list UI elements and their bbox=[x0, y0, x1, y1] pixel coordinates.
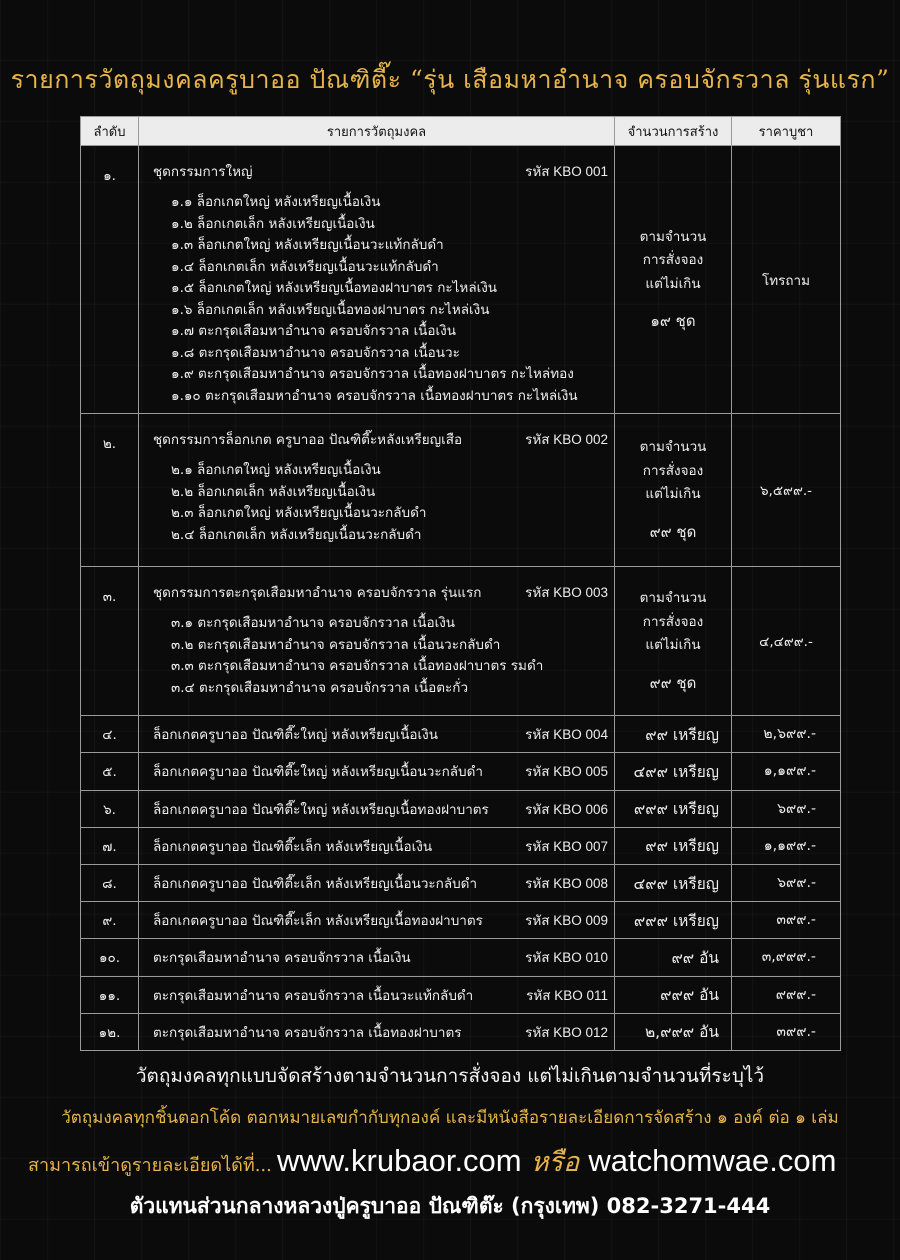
item-name: ตะกรุดเสือมหาอำนาจ ครอบจักรวาล เนื้อนวะแท้กลับดำ bbox=[153, 987, 474, 1004]
row-number: ๕. bbox=[81, 753, 139, 790]
footer-links-lead: สามารถเข้าดูรายละเอียดได้ที่... bbox=[28, 1155, 272, 1176]
item-name-cell bbox=[139, 827, 615, 864]
list-item: ๓.๑ ตะกรุดเสือมหาอำนาจ ครอบจักรวาล เนื้อเงิน bbox=[171, 615, 456, 632]
quantity-count: ๑๙ ชุด bbox=[650, 312, 696, 331]
product-code: รหัส KBO 008 bbox=[525, 876, 608, 892]
quantity-count: ๙๙ ชุด bbox=[649, 522, 697, 541]
price-cell: ๑,๑๙๙.- bbox=[732, 827, 841, 864]
table-row-group bbox=[81, 414, 841, 567]
list-item: ๓.๔ ตะกรุดเสือมหาอำนาจ ครอบจักรวาล เนื้อตะกั่ว bbox=[171, 679, 469, 696]
row-number: ๙. bbox=[81, 902, 139, 939]
product-code: รหัส KBO 005 bbox=[525, 764, 608, 780]
row-number: ๑. bbox=[81, 146, 139, 414]
sub-item-list bbox=[171, 460, 606, 546]
item-name-cell bbox=[139, 1013, 615, 1050]
item-name: ล็อกเกตครูบาออ ปัณฑิตี๊ะใหญ่ หลังเหรียญเนื้อทองฝาบาตร bbox=[153, 801, 489, 818]
item-name-cell bbox=[139, 753, 615, 790]
product-code: รหัส KBO 001 bbox=[525, 164, 608, 179]
item-name: ล็อกเกตครูบาออ ปัณฑิตี๊ะใหญ่ หลังเหรียญเนื้อเงิน bbox=[153, 727, 438, 744]
price-cell: ๙๙๙.- bbox=[732, 976, 841, 1013]
item-name: ล็อกเกตครูบาออ ปัณฑิตี๊ะใหญ่ หลังเหรียญเนื้อนวะกลับดำ bbox=[153, 764, 483, 781]
row-number: ๘. bbox=[81, 864, 139, 901]
list-item: ๓.๓ ตะกรุดเสือมหาอำนาจ ครอบจักรวาล เนื้อทองฝาบาตร รมดำ bbox=[171, 658, 544, 675]
quantity-cell: ๒,๙๙๙ อัน bbox=[615, 1013, 732, 1050]
item-name-cell bbox=[139, 716, 615, 753]
quantity-cell: ๙๙๙ อัน bbox=[615, 976, 732, 1013]
quantity-cell: ๙๙๙ เหรียญ bbox=[615, 790, 732, 827]
item-name-cell bbox=[139, 902, 615, 939]
row-number: ๑๑. bbox=[81, 976, 139, 1013]
list-item: ๑.๓ ล็อกเกตใหญ่ หลังเหรียญเนื้อนวะแท้กลับดำ bbox=[171, 237, 444, 253]
quantity-cell: ๔๙๙ เหรียญ bbox=[615, 753, 732, 790]
row-number: ๓. bbox=[81, 567, 139, 716]
table-row-group bbox=[81, 567, 841, 716]
row-number: ๑๒. bbox=[81, 1013, 139, 1050]
list-item: ๑.๙ ตะกรุดเสือมหาอำนาจ ครอบจักรวาล เนื้อทองฝาบาตร กะไหล่ทอง bbox=[171, 366, 574, 382]
footer-or: หรือ bbox=[530, 1147, 580, 1178]
group-title: ชุดกรรมการล็อกเกต ครูบาออ ปัณฑิตี๊ะหลังเหรียญเสือ bbox=[153, 432, 463, 449]
table-row bbox=[81, 753, 841, 790]
quantity-cell bbox=[615, 146, 732, 414]
product-code: รหัส KBO 011 bbox=[526, 987, 608, 1003]
footer-links bbox=[28, 1140, 836, 1183]
table-row bbox=[81, 939, 841, 976]
group-name-cell bbox=[139, 146, 615, 414]
price-cell: ๒,๖๙๙.- bbox=[732, 716, 841, 753]
product-code: รหัส KBO 010 bbox=[525, 950, 608, 966]
product-code: รหัส KBO 002 bbox=[525, 432, 608, 448]
group-name-cell bbox=[139, 414, 615, 567]
column-header-name: รายการวัตถุมงคล bbox=[139, 117, 615, 146]
price-cell: ๖๙๙.- bbox=[732, 790, 841, 827]
list-item: ๑.๒ ล็อกเกตเล็ก หลังเหรียญเนื้อเงิน bbox=[171, 215, 375, 232]
quantity-condition-line: ตามจำนวน bbox=[639, 228, 707, 245]
list-item: ๑.๑๐ ตะกรุดเสือมหาอำนาจ ครอบจักรวาล เนื้อทองฝาบาตร กะไหล่เงิน bbox=[171, 387, 578, 404]
quantity-condition-line: แต่ไม่เกิน bbox=[645, 637, 701, 654]
quantity-count: ๙๙ ชุด bbox=[649, 673, 697, 692]
quantity-condition-line: ตามจำนวน bbox=[639, 590, 707, 607]
price-list-table bbox=[80, 116, 841, 1051]
row-number: ๖. bbox=[81, 790, 139, 827]
quantity-condition-line: แต่ไม่เกิน bbox=[645, 486, 701, 503]
item-name-cell bbox=[139, 790, 615, 827]
group-title: ชุดกรรมการใหญ่ bbox=[153, 164, 253, 180]
table-row bbox=[81, 1013, 841, 1050]
item-name: ล็อกเกตครูบาออ ปัณฑิตี๊ะเล็ก หลังเหรียญเนื้อเงิน bbox=[153, 838, 433, 855]
quantity-condition-line: การสั่งจอง bbox=[642, 252, 704, 269]
price-cell: โทรถาม bbox=[732, 146, 841, 414]
item-name-cell bbox=[139, 864, 615, 901]
list-item: ๑.๔ ล็อกเกตเล็ก หลังเหรียญเนื้อนวะแท้กลับดำ bbox=[171, 258, 439, 275]
price-cell: ๖,๕๙๙.- bbox=[732, 414, 841, 567]
product-code: รหัส KBO 004 bbox=[525, 727, 608, 743]
quantity-cell: ๙๙๙ เหรียญ bbox=[615, 902, 732, 939]
quantity-condition-line: การสั่งจอง bbox=[642, 462, 704, 479]
column-header-no: ลำดับ bbox=[81, 117, 139, 146]
quantity-cell: ๔๙๙ เหรียญ bbox=[615, 864, 732, 901]
product-code: รหัส KBO 012 bbox=[525, 1024, 608, 1040]
website-link-krubaor[interactable]: www.krubaor.com bbox=[276, 1143, 522, 1178]
product-code: รหัส KBO 006 bbox=[525, 801, 608, 817]
table-row bbox=[81, 864, 841, 901]
sub-item-list bbox=[171, 192, 606, 407]
table-row-group bbox=[81, 146, 841, 414]
item-name: ตะกรุดเสือมหาอำนาจ ครอบจักรวาล เนื้อเงิน bbox=[153, 950, 411, 967]
row-number: ๒. bbox=[81, 414, 139, 567]
list-item: ๒.๓ ล็อกเกตใหญ่ หลังเหรียญเนื้อนวะกลับดำ bbox=[171, 505, 427, 522]
item-name-cell bbox=[139, 939, 615, 976]
price-cell: ๓๙๙.- bbox=[732, 1013, 841, 1050]
list-item: ๓.๒ ตะกรุดเสือมหาอำนาจ ครอบจักรวาล เนื้อนวะกลับดำ bbox=[171, 636, 501, 653]
list-item: ๑.๑ ล็อกเกตใหญ่ หลังเหรียญเนื้อเงิน bbox=[171, 194, 381, 210]
quantity-cell bbox=[615, 414, 732, 567]
price-cell: ๑,๑๙๙.- bbox=[732, 753, 841, 790]
column-header-price: ราคาบูชา bbox=[732, 117, 841, 146]
contact-line: ตัวแทนส่วนกลางหลวงปู่ครูบาออ ปัณฑิต๊ะ (กรุงเทพ) 082-3271-444 bbox=[129, 1194, 771, 1218]
page-title: รายการวัตถุมงคลครูบาออ ปัณฑิตี๊ะ “รุ่น เสือมหาอำนาจ ครอบจักรวาล รุ่นแรก” bbox=[10, 65, 890, 94]
table-row bbox=[81, 902, 841, 939]
price-cell: ๓๙๙.- bbox=[732, 902, 841, 939]
footer-detail-note: วัตถุมงคลทุกชิ้นตอกโค้ด ตอกหมายเลขกำกับทุกองค์ และมีหนังสือรายละเอียดการจัดสร้าง ๑ องค์ ต่อ ๑ เล่ม bbox=[61, 1108, 839, 1128]
list-item: ๒.๑ ล็อกเกตใหญ่ หลังเหรียญเนื้อเงิน bbox=[171, 462, 381, 479]
item-name: ล็อกเกตครูบาออ ปัณฑิตี๊ะเล็ก หลังเหรียญเนื้อนวะกลับดำ bbox=[153, 876, 478, 893]
table-header-row bbox=[81, 117, 841, 146]
quantity-cell: ๙๙ เหรียญ bbox=[615, 827, 732, 864]
website-link-watchomwae[interactable]: watchomwae.com bbox=[588, 1143, 837, 1178]
item-name-cell bbox=[139, 976, 615, 1013]
product-code: รหัส KBO 009 bbox=[525, 913, 608, 929]
table-row bbox=[81, 827, 841, 864]
price-cell: ๖๙๙.- bbox=[732, 864, 841, 901]
quantity-cell: ๙๙ เหรียญ bbox=[615, 716, 732, 753]
column-header-qty: จำนวนการสร้าง bbox=[615, 117, 732, 146]
list-item: ๒.๔ ล็อกเกตเล็ก หลังเหรียญเนื้อนวะกลับดำ bbox=[171, 526, 422, 543]
quantity-cell: ๙๙ อัน bbox=[615, 939, 732, 976]
row-number: ๑๐. bbox=[81, 939, 139, 976]
table-row bbox=[81, 790, 841, 827]
list-item: ๒.๒ ล็อกเกตเล็ก หลังเหรียญเนื้อเงิน bbox=[171, 483, 376, 500]
quantity-condition-line: แต่ไม่เกิน bbox=[645, 275, 701, 292]
price-cell: ๔,๔๙๙.- bbox=[732, 567, 841, 716]
item-name: ล็อกเกตครูบาออ ปัณฑิตี๊ะเล็ก หลังเหรียญเนื้อทองฝาบาตร bbox=[153, 913, 483, 930]
table-row bbox=[81, 716, 841, 753]
sub-item-list bbox=[171, 613, 606, 699]
list-item: ๑.๕ ล็อกเกตใหญ่ หลังเหรียญเนื้อทองฝาบาตร กะไหล่เงิน bbox=[171, 280, 498, 296]
list-item: ๑.๖ ล็อกเกตเล็ก หลังเหรียญเนื้อทองฝาบาตร กะไหล่เงิน bbox=[171, 301, 490, 318]
group-name-cell bbox=[139, 567, 615, 716]
quantity-cell bbox=[615, 567, 732, 716]
quantity-condition-line: การสั่งจอง bbox=[642, 613, 704, 630]
footer-note: วัตถุมงคลทุกแบบจัดสร้างตามจำนวนการสั่งจอง แต่ไม่เกินตามจำนวนที่ระบุไว้ bbox=[135, 1065, 765, 1087]
list-item: ๑.๘ ตะกรุดเสือมหาอำนาจ ครอบจักรวาล เนื้อนวะ bbox=[171, 344, 460, 361]
quantity-condition-line: ตามจำนวน bbox=[639, 439, 707, 456]
row-number: ๗. bbox=[81, 827, 139, 864]
product-code: รหัส KBO 003 bbox=[525, 585, 608, 601]
item-name: ตะกรุดเสือมหาอำนาจ ครอบจักรวาล เนื้อทองฝาบาตร bbox=[153, 1024, 462, 1041]
table-row bbox=[81, 976, 841, 1013]
list-item: ๑.๗ ตะกรุดเสือมหาอำนาจ ครอบจักรวาล เนื้อเงิน bbox=[171, 323, 456, 339]
group-title: ชุดกรรมการตะกรุดเสือมหาอำนาจ ครอบจักรวาล รุ่นแรก bbox=[153, 585, 482, 602]
row-number: ๔. bbox=[81, 716, 139, 753]
product-code: รหัส KBO 007 bbox=[525, 838, 608, 854]
price-cell: ๓,๙๙๙.- bbox=[732, 939, 841, 976]
